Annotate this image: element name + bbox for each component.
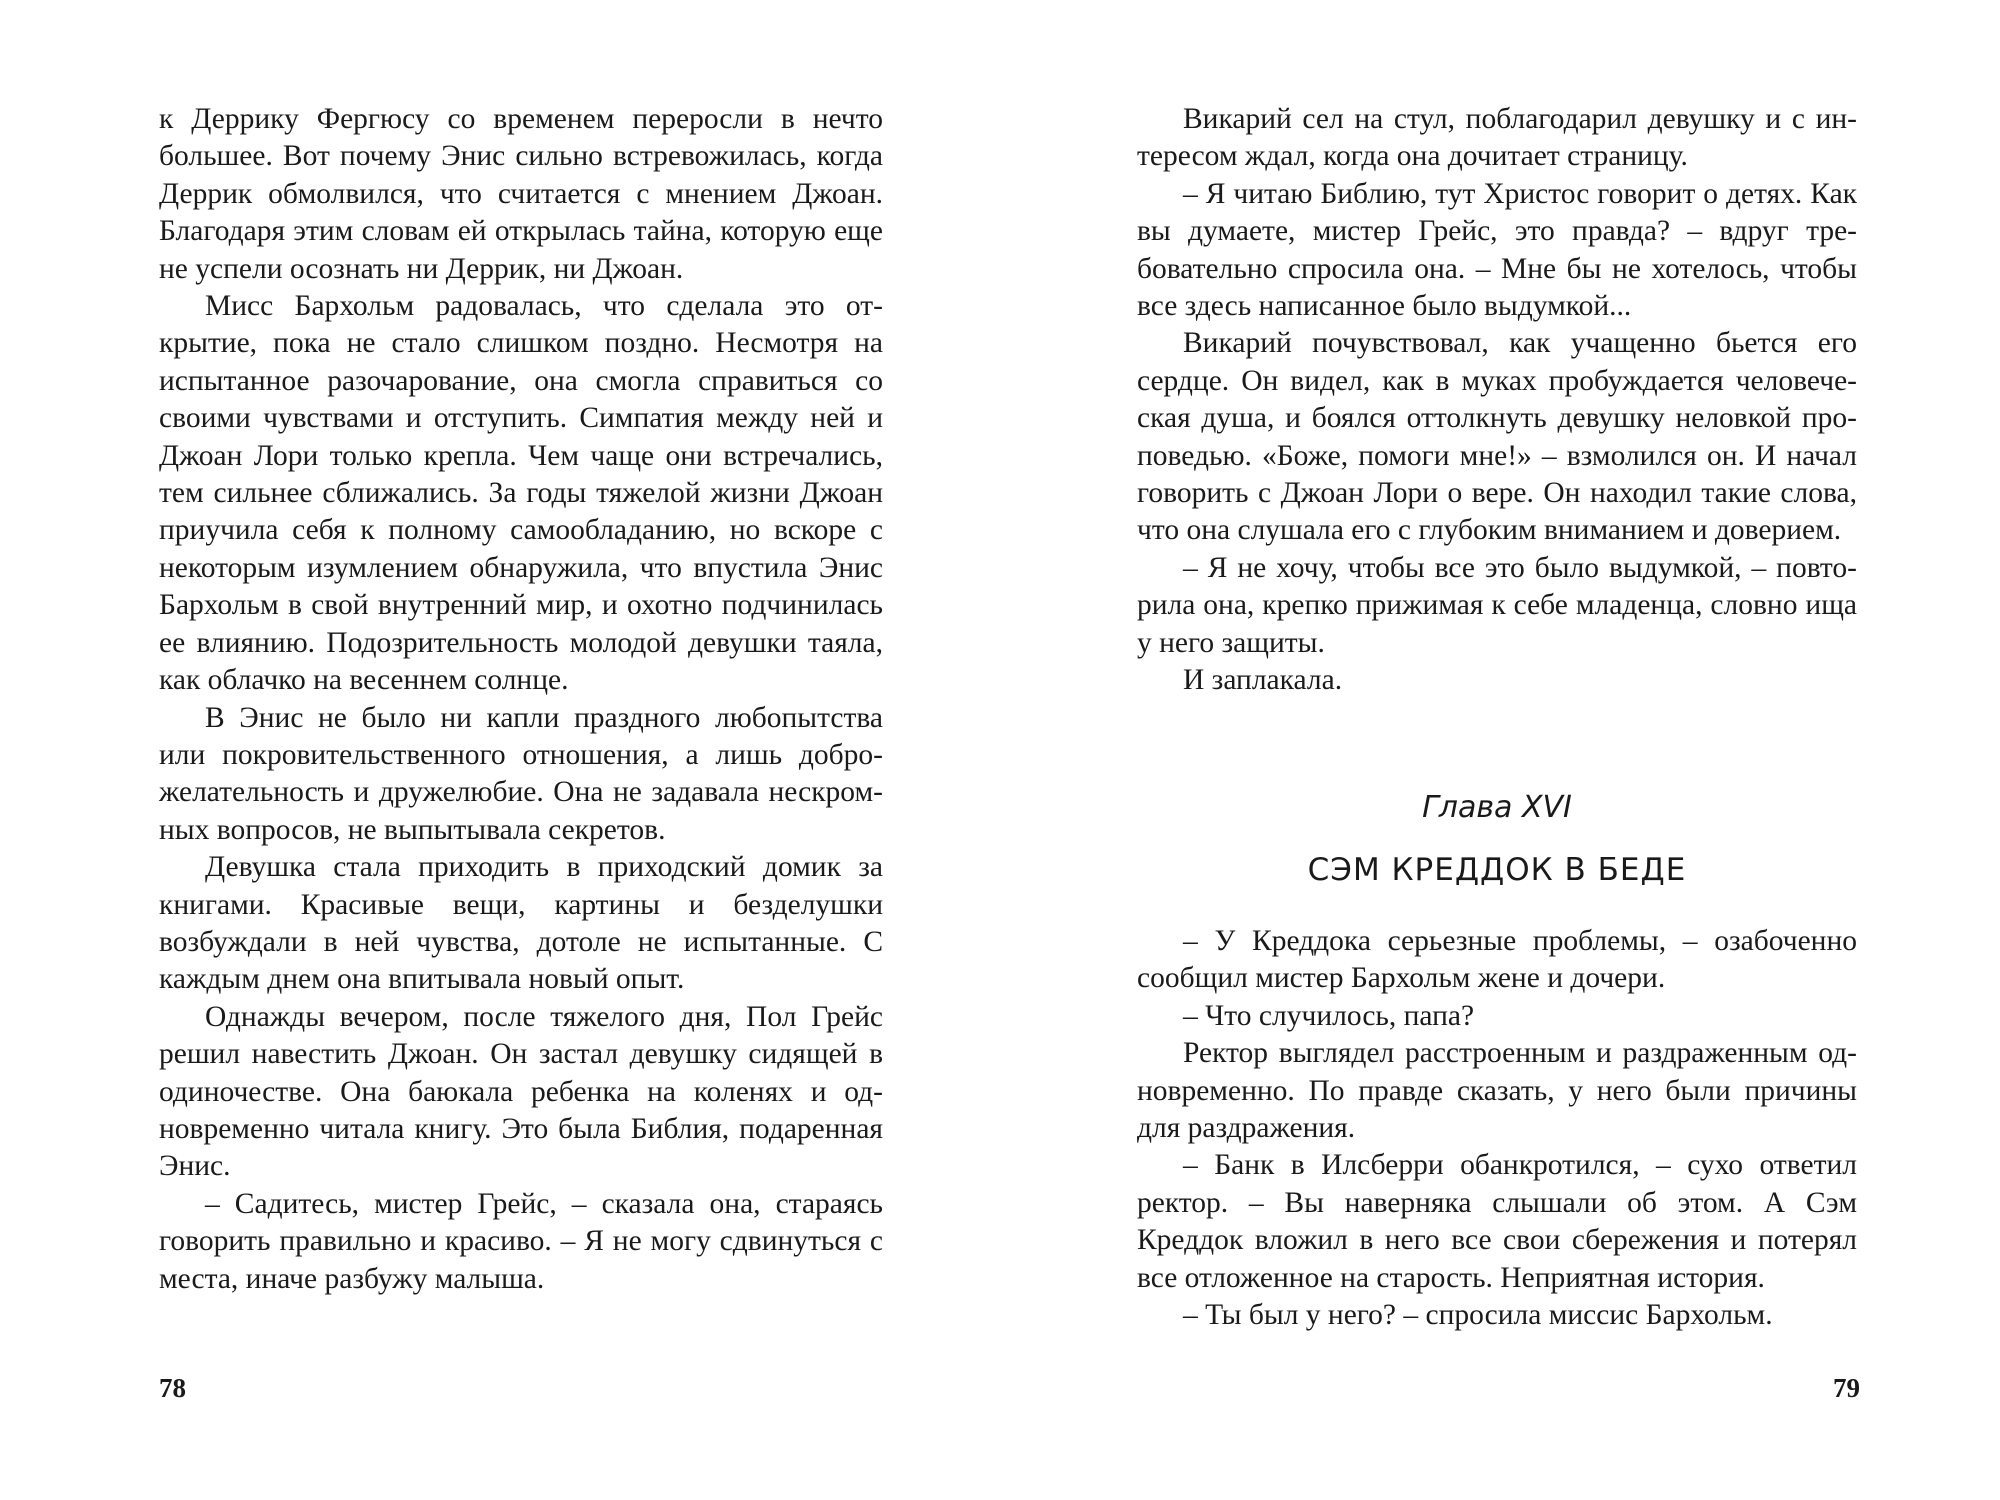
left-page-text bbox=[159, 101, 883, 1298]
paragraph: Мисс Бархольм радовалась, что сделала это открытие, пока не стало слишком поздно. Несмотря на испытанное разочарование, она смогла справиться со своими чувствами и отступить. Симпатия между ней и Джоан Лори только крепла. Чем чаще они встречались, тем сильнее сближались. За годы тяжелой жизни Джоан приучила себя к полному самообладанию, но вскоре с некоторым изумлением обнаружила, что впустила Энис Бархольм в свой внутренний мир, и охотно подчинилась ее влиянию. Подозрительность молодой девушки таяла, как облачко на весеннем солнце. bbox=[159, 290, 883, 697]
paragraph: Ректор выглядел расстроенным и раздраженным одновременно. По правде сказать, у него были причины для раздражения. bbox=[1137, 1037, 1857, 1145]
paragraph: – У Креддока серьезные проблемы, – озабоченно сообщил мистер Бархольм жене и дочери. bbox=[1137, 925, 1857, 995]
page-number: 79 bbox=[1833, 1373, 1860, 1403]
paragraph: Девушка стала приходить в приходский домик за книгами. Красивые вещи, картины и безделушки возбуждали в ней чувства, дотоле не испытанные. С каждым днем она впитывала новый опыт. bbox=[159, 851, 883, 996]
paragraph: В Энис не было ни капли праздного любопытства или покровительственного отношения, а лишь доброжелательность и дружелюбие. Она не задавала нескромных вопросов, не выпытывала секретов. bbox=[159, 701, 883, 846]
paragraph: Викарий сел на стул, поблагодарил девушку и с интересом ждал, когда она дочитает страницу. bbox=[1137, 103, 1857, 173]
chapter-label: Глава XVI bbox=[1422, 790, 1572, 825]
chapter-text bbox=[1137, 923, 1857, 1334]
right-page-text bbox=[1137, 101, 1857, 700]
paragraph: – Что случилось, папа? bbox=[1183, 999, 1475, 1032]
paragraph: И заплакала. bbox=[1183, 664, 1343, 697]
paragraph: – Ты был у него? – спросила миссис Бархольм. bbox=[1183, 1299, 1773, 1332]
paragraph: – Я читаю Библию, тут Христос говорит о детях. Как вы думаете, мистер Грейс, это правда? – вдруг требовательно спросила она. – Мне бы не хотелось, чтобы все здесь написанное было выдумкой... bbox=[1137, 177, 1857, 323]
paragraph: Однажды вечером, после тяжелого дня, Пол Грейс решил навестить Джоан. Он застал девушку сидящей в одиночестве. Она баюкала ребенка на коленях и одновременно читала книгу. Это была Библия, подаренная Энис. bbox=[159, 1000, 883, 1183]
chapter-title: СЭМ КРЕДДОК В БЕДЕ bbox=[1307, 852, 1687, 888]
paragraph: – Я не хочу, чтобы все это было выдумкой, – повторила она, крепко прижимая к себе младенца, словно ища у него защиты. bbox=[1137, 551, 1857, 659]
right-page bbox=[1000, 0, 2000, 1500]
page-number: 78 bbox=[159, 1373, 186, 1403]
paragraph: Викарий почувствовал, как учащенно бьется его сердце. Он видел, как в муках пробуждается человеческая душа, и боялся оттолкнуть девушку неловкой проповедью. «Боже, помоги мне!» – взмолился он. И начал говорить с Джоан Лори о вере. Он находил такие слова, что она слушала его с глубоким вниманием и доверием. bbox=[1137, 327, 1857, 547]
paragraph: – Банк в Илсберри обанкротился, – сухо ответил ректор. – Вы наверняка слышали об этом. А Сэм Креддок вложил в него все свои сбережения и потерял все отложенное на старость. Неприятная история. bbox=[1137, 1149, 1857, 1294]
paragraph: к Деррику Фергюсу со временем переросли в нечто большее. Вот почему Энис сильно встревожилась, когда Деррик обмолвился, что считается с мнением Джоан. Благодаря этим словам ей открылась тайна, которую еще не успели осознать ни Деррик, ни Джоан. bbox=[159, 103, 883, 285]
paragraph: – Садитесь, мистер Грейс, – сказала она, стараясь говорить правильно и красиво. – Я не могу сдвинуться с места, иначе разбужу малыша. bbox=[159, 1187, 883, 1295]
